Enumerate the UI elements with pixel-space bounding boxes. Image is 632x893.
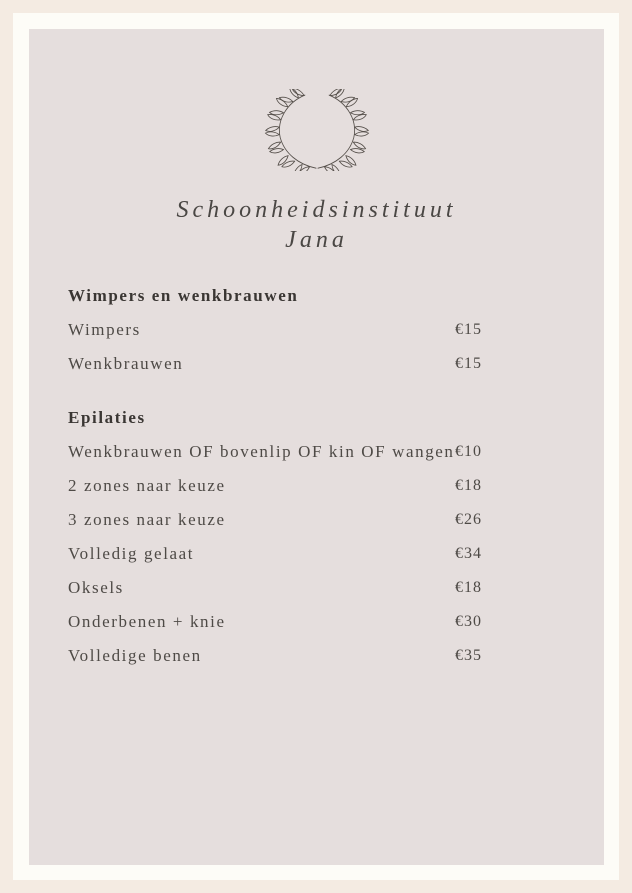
service-label: 3 zones naar keuze [68, 510, 226, 529]
service-label: Onderbenen + knie [68, 612, 226, 631]
menu-panel [29, 29, 604, 865]
section-heading: Wimpers en wenkbrauwen [68, 286, 299, 305]
service-price: €18 [455, 477, 482, 494]
business-name-line1: Schoonheidsinstituut [176, 197, 457, 223]
service-price: €15 [455, 355, 482, 372]
price-row [68, 313, 515, 347]
price-row [68, 537, 515, 571]
service-label: 2 zones naar keuze [68, 476, 226, 495]
price-row [68, 605, 515, 639]
price-row [68, 469, 515, 503]
price-row [68, 503, 515, 537]
section-heading: Epilaties [68, 408, 146, 427]
service-label: Wenkbrauwen [68, 354, 184, 373]
service-label: Volledig gelaat [68, 544, 195, 563]
business-name-line2: Jana [285, 227, 348, 253]
section-epilaties [68, 409, 515, 673]
service-label: Wenkbrauwen OF bovenlip OF kin OF wangen [68, 442, 455, 461]
price-row [68, 435, 515, 469]
service-price: €30 [455, 613, 482, 630]
business-name [68, 195, 565, 255]
section-wimpers-en-wenkbrauwen [68, 287, 515, 381]
service-price: €15 [455, 321, 482, 338]
logo [68, 89, 565, 171]
service-label: Oksels [68, 578, 124, 597]
price-row [68, 639, 515, 673]
service-price: €34 [455, 545, 482, 562]
service-price: €10 [455, 443, 482, 460]
price-row [68, 571, 515, 605]
service-label: Wimpers [68, 320, 141, 339]
price-row [68, 347, 515, 381]
laurel-wreath-icon [260, 89, 374, 171]
service-price: €18 [455, 579, 482, 596]
service-price: €26 [455, 511, 482, 528]
service-price: €35 [455, 647, 482, 664]
service-label: Volledige benen [68, 646, 202, 665]
